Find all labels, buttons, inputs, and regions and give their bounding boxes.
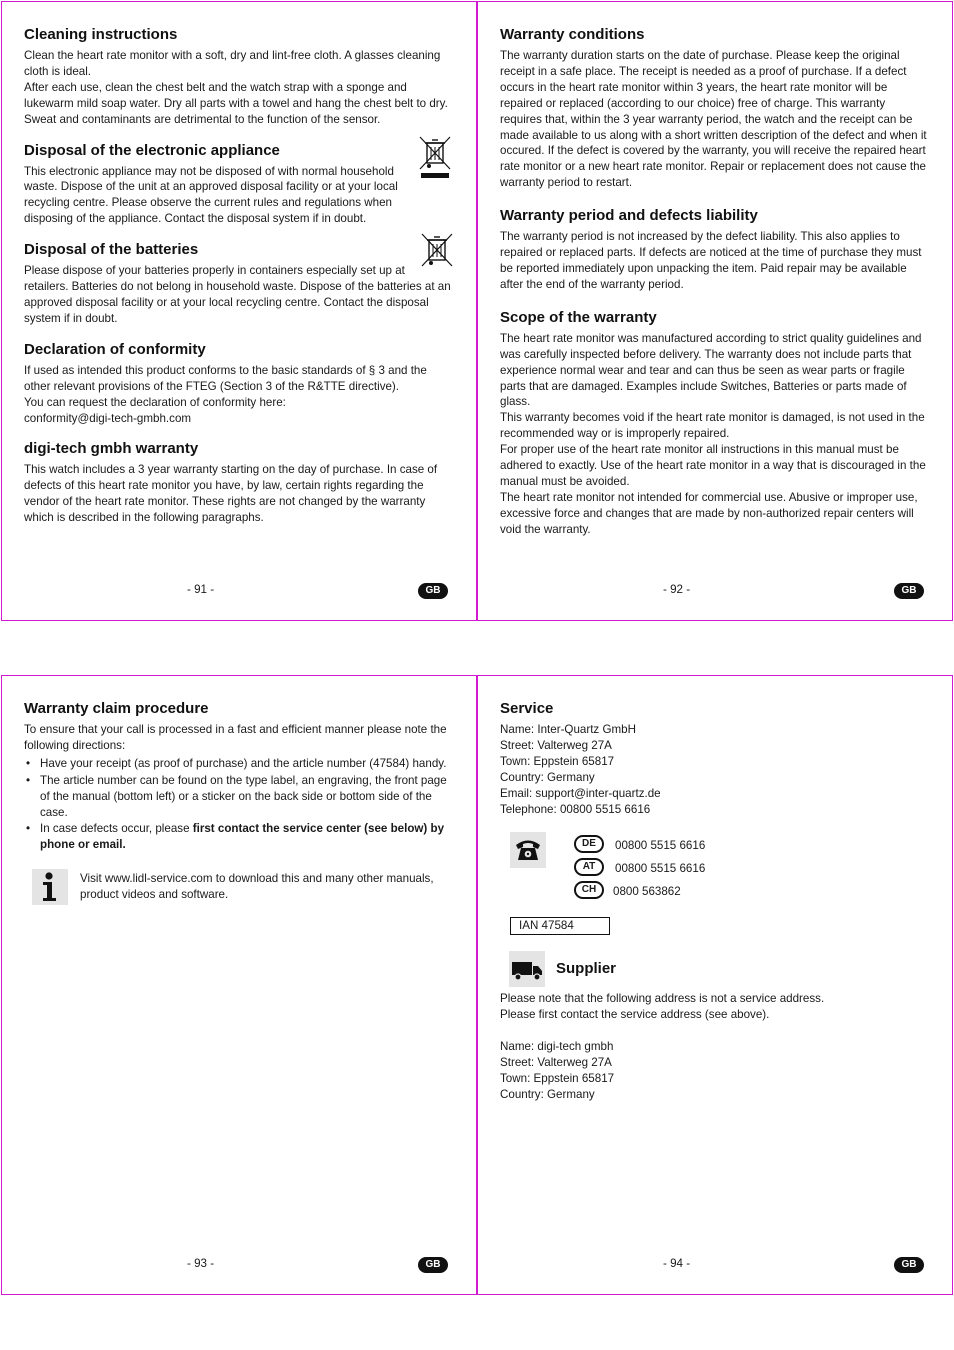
email-text: conformity@digi-tech-gmbh.com	[24, 411, 192, 425]
section-title: Disposal of the electronic appliance	[24, 141, 280, 159]
section-title: Supplier	[556, 960, 617, 978]
country-badge: CH	[574, 881, 604, 899]
info-icon	[32, 869, 68, 905]
language-badge: GB	[418, 583, 448, 599]
section-title: Scope of the warranty	[500, 308, 657, 326]
directions-list	[24, 756, 452, 853]
page-92	[477, 1, 953, 621]
hotline-item	[574, 878, 705, 901]
address-line: Town: Eppstein 65817	[500, 1071, 615, 1085]
section-title: Warranty period and defects liability	[500, 207, 758, 225]
truck-icon	[509, 951, 545, 987]
section-disposal-batteries	[24, 241, 452, 327]
page-footer	[2, 582, 476, 602]
info-text: Visit www.lidl-service.com to download this and many other manuals, product videos and software.	[80, 872, 434, 902]
page-number: - 92 -	[663, 583, 691, 596]
section-disposal-appliance	[24, 142, 452, 228]
page-93	[1, 675, 477, 1295]
page-footer	[478, 1256, 952, 1276]
paragraph: To ensure that your call is processed in a fast and efficient manner please note the following directions:	[24, 723, 447, 752]
section-conformity	[24, 341, 452, 427]
section-title: Disposal of the batteries	[24, 241, 199, 259]
address-line: Name: digi-tech gmbh	[500, 1040, 614, 1054]
page-footer	[478, 582, 952, 602]
language-badge: GB	[894, 583, 924, 599]
language-badge: GB	[894, 1257, 924, 1273]
crossed-bin-icon	[420, 233, 454, 267]
section-cleaning	[24, 26, 452, 128]
crossed-bin-icon	[418, 136, 452, 180]
phone-number: 0800 563862	[613, 885, 681, 899]
page-91	[1, 1, 477, 621]
address-line: Name: Inter-Quartz GmbH	[500, 723, 636, 736]
bullet: •	[26, 822, 31, 836]
bullet: •	[26, 756, 31, 770]
section-title: Warranty conditions	[500, 26, 645, 43]
paragraph: The warranty period is not increased by the defect liability. This also applies to repaired or replaced parts. If defects are noticed at the time of purchase they must be reported immediately upon unpacking the item. Paid repair may be available after the end of the warranty period.	[500, 230, 922, 291]
list-item: • The article number can be found on the type label, an engraving, the front page of the manual (bottom left) or a sticker on the back side or bottom side of the case.	[26, 773, 447, 819]
phone-number: 00800 5515 6616	[615, 862, 706, 876]
paragraph: Please dispose of your batteries properly in containers especially set up at retailers. Batteries do not belong in household waste. Dispose of the batteries at an approved disposal facility or at your local recycling centre. Contact the disposal system if in doubt.	[24, 264, 451, 325]
section-warranty-scope	[500, 309, 928, 538]
supplier-header	[500, 951, 928, 987]
list-item: • Have your receipt (as proof of purchase) and the article number (47584) handy.	[26, 756, 447, 770]
section-warranty-conditions	[500, 26, 928, 191]
paragraph: This watch includes a 3 year warranty starting on the day of purchase. In case of defects of this heart rate monitor you have, by law, certain rights regarding the vendor of the heart rate monitor. These rights are not changed by the warranty which is described in the following paragraphs.	[24, 463, 438, 525]
hotline-item	[574, 832, 705, 855]
address-line: Telephone: 00800 5515 6616	[500, 802, 651, 816]
section-warranty-period	[500, 207, 928, 293]
address-line: Street: Valterweg 27A	[500, 1056, 612, 1070]
telephone-icon	[510, 832, 546, 868]
section-title: Cleaning instructions	[24, 26, 178, 43]
address-line: Email: support@inter-quartz.de	[500, 786, 661, 800]
paragraph: If used as intended this product conforms to the basic standards of § 3 and the other relevant provisions of the FTEG (Section 3 of the R&TTE directive).	[24, 363, 427, 393]
hotline-item	[574, 855, 705, 878]
page-number: - 91 -	[187, 583, 215, 596]
bullet: •	[26, 773, 31, 787]
language-badge: GB	[418, 1257, 448, 1273]
address-line: Town: Eppstein 65817	[500, 754, 615, 768]
paragraph: Clean the heart rate monitor with a soft, dry and lint-free cloth. A glasses cleaning cloth is ideal.	[24, 49, 441, 78]
page-94	[477, 675, 953, 1295]
address-line: Street: Valterweg 27A	[500, 738, 612, 752]
paragraph: Please first contact the service address (see above).	[500, 1008, 770, 1022]
hotline-list	[574, 832, 705, 901]
page-number: - 94 -	[663, 1257, 691, 1270]
section-title: digi-tech gmbh warranty	[24, 440, 199, 458]
hotline-block	[500, 832, 928, 901]
paragraph: Please note that the following address is not a service address.	[500, 992, 825, 1006]
country-badge: DE	[574, 835, 604, 853]
section-warranty	[24, 440, 452, 526]
section-title: Declaration of conformity	[24, 340, 206, 358]
section-title: Warranty claim procedure	[24, 700, 209, 717]
paragraph: You can request the declaration of conformity here:	[24, 395, 286, 409]
page-footer	[2, 1256, 476, 1276]
address-line: Country: Germany	[500, 1087, 595, 1101]
paragraph: After each use, clean the chest belt and the watch strap with a sponge and lukewarm mild soap water. Dry all parts with a towel and hang the chest belt to dry. Sweat and contaminants are detrimental to the function of the sensor.	[24, 80, 448, 126]
phone-number: 00800 5515 6616	[615, 839, 706, 853]
paragraph: This warranty becomes void if the heart rate monitor is damaged, is not used in the recommended way or is improperly repaired.	[500, 411, 925, 441]
page-number: - 93 -	[187, 1257, 215, 1270]
paragraph: This electronic appliance may not be disposed of with normal household waste. Dispose of the unit at an approved disposal facility or at your local recycling centre. Please observe the current rules and regulations when disposing of the appliance. Contact the disposal system if in doubt.	[24, 164, 398, 226]
section-title: Service	[500, 700, 554, 717]
info-note	[24, 869, 452, 905]
paragraph: The heart rate monitor not intended for commercial use. Abusive or improper use, excessive force and changes that are made by non-authorized repair centers will void the warranty.	[500, 490, 918, 536]
paragraph: For proper use of the heart rate monitor all instructions in this manual must be adhered to exactly. Use of the heart rate monitor in a way that is discouraged in the manual must be avoided.	[500, 443, 926, 488]
ian-box: IAN 47584	[510, 917, 610, 935]
country-badge: AT	[574, 858, 604, 876]
paragraph: The warranty duration starts on the date of purchase. Please keep the original receipt in a safe place. The receipt is needed as a proof of purchase. If a defect occurs in the heart rate monitor within 3 years, the heart rate monitor will be repaired or replaced (according to our choice) free of charge. This warranty requires that, within the 3 year warranty period, the watch and the receipt can be made available to us along with a short written description of the defect and when it occured. If the defect is covered by the warranty, you will receive the repaired heart rate monitor or a new heart rate monitor. Repair or replacement does not cause the warranty period to restart.	[500, 49, 927, 190]
address-line: Country: Germany	[500, 770, 595, 784]
list-item: • In case defects occur, please first contact the service center (see below) by phone or email.	[26, 822, 445, 852]
paragraph: The heart rate monitor was manufactured according to strict quality guidelines and was carefully inspected before delivery. The warranty does not include parts that experience normal wear and tear and can thus be seen as wear parts or fragile parts that are damaged. Examples include Switches, Batteries or parts made of glass.	[500, 331, 922, 409]
